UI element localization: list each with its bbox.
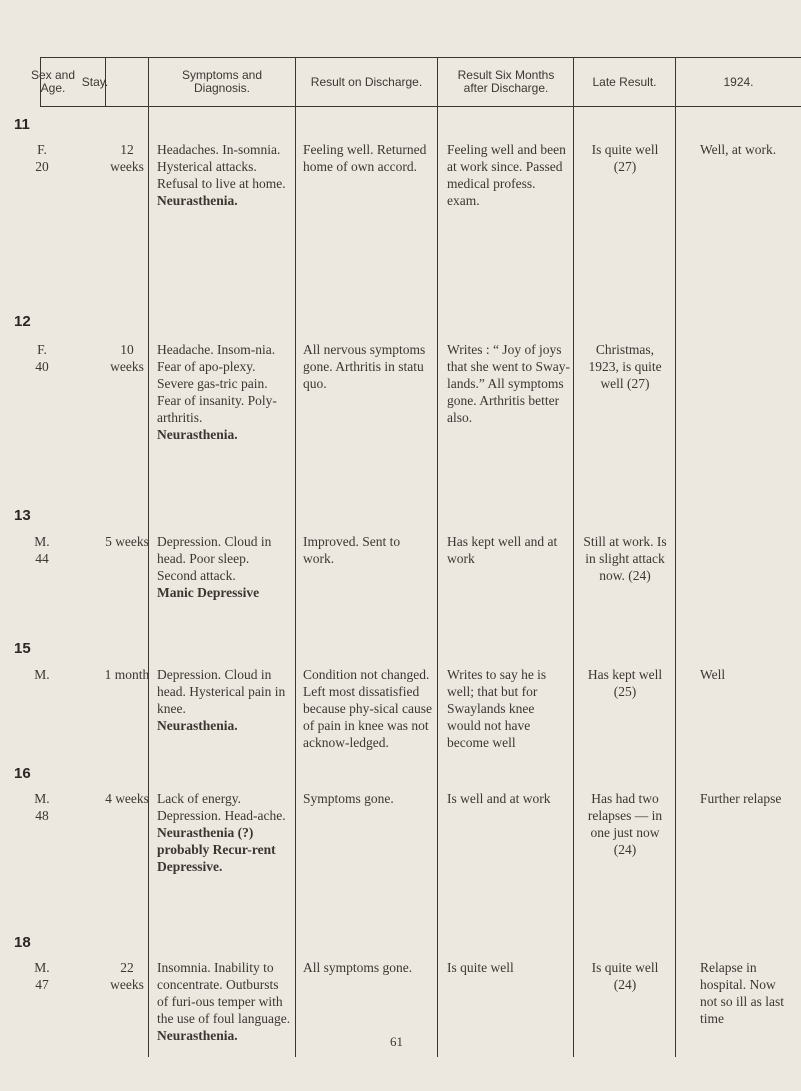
case-result-discharge: Symptoms gone. — [303, 791, 394, 806]
header-sex-age: Sex and Age. — [30, 68, 76, 95]
header-1924: 1924. — [723, 74, 754, 89]
column-rule — [295, 57, 296, 1057]
case-age: 47 — [35, 977, 49, 992]
column-rule — [148, 57, 149, 1057]
case-sex: M. — [34, 791, 50, 806]
case-stay: 4 weeks — [105, 791, 149, 806]
case-age: 20 — [35, 159, 49, 174]
case-age: 40 — [35, 359, 49, 374]
case-late-result: Is quite well (24) — [591, 960, 659, 992]
case-number: 15 — [14, 640, 31, 657]
case-diagnosis: Manic Depressive — [157, 585, 260, 600]
header-stay: Stay. — [81, 74, 109, 89]
column-rule — [573, 57, 574, 1057]
case-number: 13 — [14, 507, 31, 524]
case-number: 16 — [14, 765, 31, 782]
case-age: 44 — [35, 551, 49, 566]
case-symptoms-text: Insomnia. Inability to concentrate. Outbursts of furi-ous temper with the use of foul language. — [157, 960, 291, 1026]
case-late-result: Still at work. Is in slight attack now. (24) — [583, 534, 667, 583]
case-1924: Well — [700, 667, 726, 682]
header-bottom-rule — [40, 106, 801, 107]
case-number: 18 — [14, 934, 31, 951]
header-symptoms: Symptoms and Diagnosis. — [181, 68, 263, 95]
case-symptoms — [157, 141, 292, 209]
case-symptoms — [157, 341, 292, 443]
case-sex: M. — [34, 960, 50, 975]
case-result-six: Is quite well — [447, 960, 514, 975]
case-1924: Relapse in hospital. Now not so ill as last time — [700, 960, 784, 1026]
case-late-result: Is quite well (27) — [591, 142, 659, 174]
case-result-six: Writes to say he is well; that but for Swaylands knee would not have become well — [447, 667, 547, 750]
case-result-discharge: All nervous symptoms gone. Arthritis in statu quo. — [303, 342, 426, 391]
case-number: 12 — [14, 313, 31, 330]
case-sex: M. — [34, 667, 50, 682]
case-sex: F. — [37, 142, 47, 157]
case-diagnosis: Neurasthenia. — [157, 1028, 238, 1043]
case-result-six: Feeling well and been at work since. Passed medical profess. exam. — [447, 142, 566, 208]
case-symptoms — [157, 533, 292, 601]
case-symptoms-text: Headache. Insom-nia. Fear of apo-plexy. Severe gas-tric pain. Fear of insanity. Poly-arthritis. — [157, 342, 277, 425]
case-stay: 5 weeks — [105, 534, 149, 549]
page-number: 61 — [390, 1034, 403, 1049]
case-1924: Further relapse — [700, 791, 782, 806]
case-stay: 12 weeks — [110, 142, 144, 174]
header-late-result: Late Result. — [592, 74, 657, 89]
case-result-discharge: All symptoms gone. — [303, 960, 413, 975]
case-symptoms — [157, 666, 292, 734]
case-result-six: Writes : “ Joy of joys that she went to Sway-lands.” All symptoms gone. Arthritis better also. — [447, 342, 570, 425]
column-rule — [675, 57, 676, 1057]
case-result-discharge: Improved. Sent to work. — [303, 534, 401, 566]
case-diagnosis: Neurasthenia. — [157, 193, 238, 208]
case-result-discharge: Feeling well. Returned home of own accord. — [303, 142, 427, 174]
case-result-six: Is well and at work — [447, 791, 551, 806]
case-stay: 22 weeks — [110, 960, 144, 992]
case-sex: F. — [37, 342, 47, 357]
case-diagnosis: Neurasthenia. — [157, 427, 238, 442]
case-age: 48 — [35, 808, 49, 823]
case-sex: M. — [34, 534, 50, 549]
case-late-result: Has kept well (25) — [587, 667, 663, 699]
case-symptoms — [157, 790, 292, 875]
case-number: 11 — [14, 116, 30, 133]
case-result-six: Has kept well and at work — [447, 534, 558, 566]
case-stay: 1 month — [104, 667, 150, 682]
case-late-result: Has had two relapses — in one just now (24) — [587, 791, 663, 857]
case-result-discharge: Condition not changed. Left most dissatisfied because phy-sical cause of pain in knee was not acknow-ledged. — [303, 667, 432, 750]
table-top-rule — [40, 57, 801, 58]
case-diagnosis: Neurasthenia. — [157, 718, 238, 733]
case-symptoms-text: Headaches. In-somnia. Hysterical attacks. Refusal to live at home. — [157, 142, 286, 191]
case-symptoms-text: Depression. Cloud in head. Hysterical pain in knee. — [157, 667, 286, 716]
case-symptoms-text: Lack of energy. Depression. Head-ache. — [157, 791, 286, 823]
case-stay: 10 weeks — [110, 342, 144, 374]
header-result-six: Result Six Months after Discharge. — [457, 68, 555, 95]
case-symptoms-text: Depression. Cloud in head. Poor sleep. Second attack. — [157, 534, 272, 583]
case-1924: Well, at work. — [700, 142, 777, 157]
header-result-discharge: Result on Discharge. — [310, 74, 423, 89]
column-rule — [437, 57, 438, 1057]
case-diagnosis: Neurasthenia (?) probably Recur-rent Depressive. — [157, 825, 276, 874]
case-symptoms — [157, 959, 292, 1044]
case-late-result: Christmas, 1923, is quite well (27) — [588, 342, 662, 391]
